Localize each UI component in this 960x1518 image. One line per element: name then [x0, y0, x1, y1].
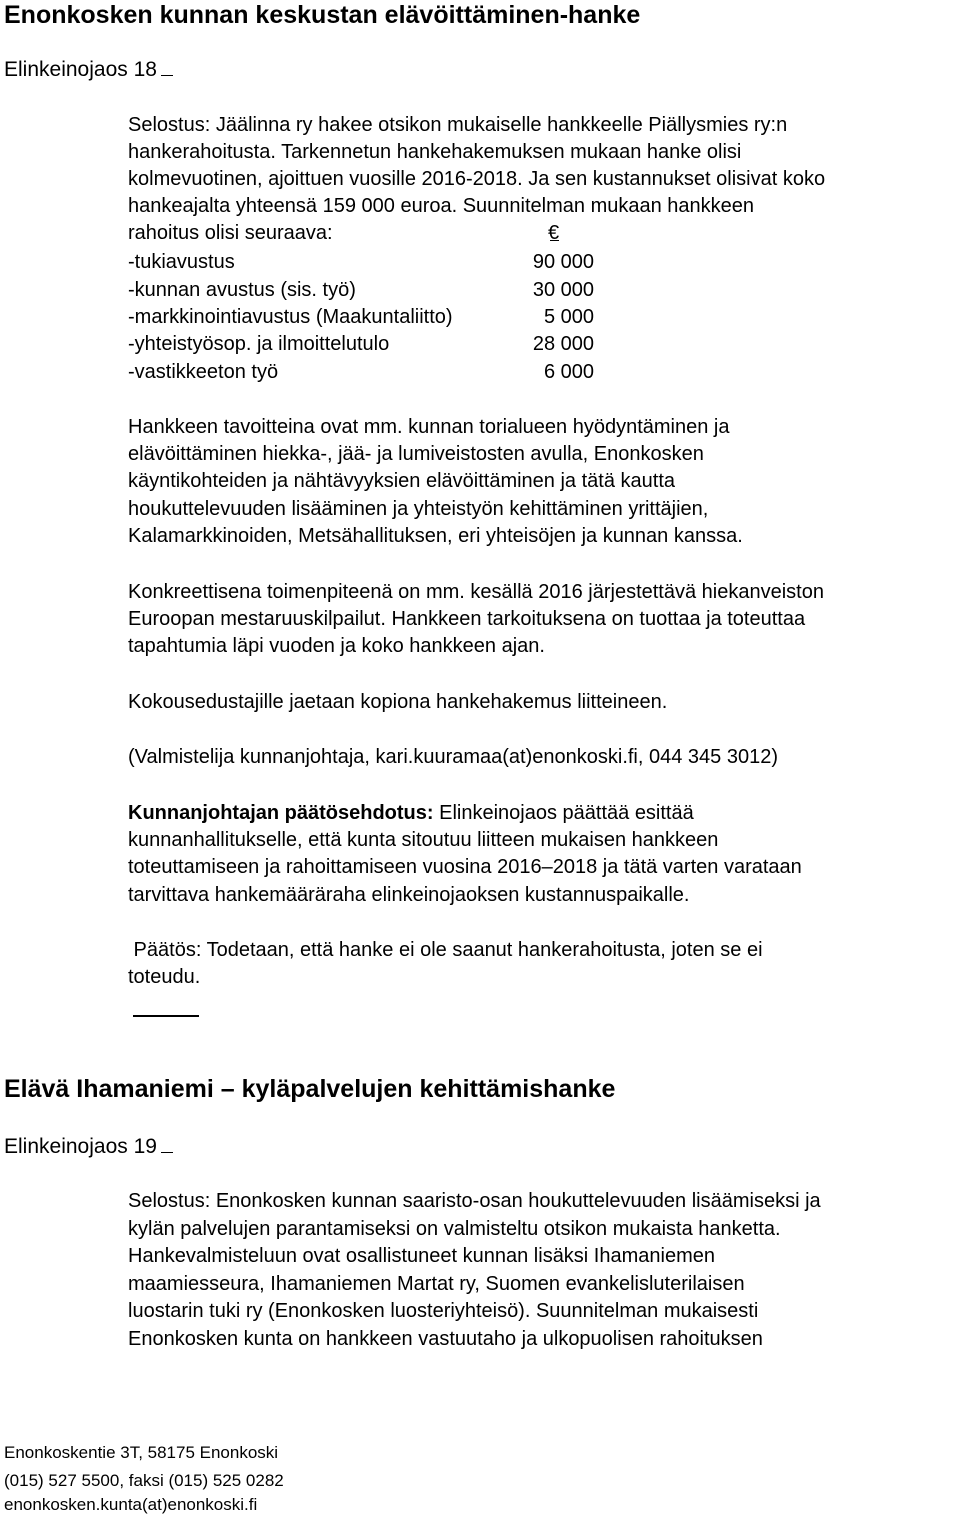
underscore-mark — [161, 1134, 173, 1153]
funding-value: 90 000 — [532, 251, 594, 273]
footer-phone: (015) 527 5500, faksi (015) 525 0282 — [4, 1471, 284, 1490]
section1-intro-line: rahoitus olisi seuraava: — [128, 222, 333, 244]
funding-label: -vastikkeeton työ — [128, 361, 279, 383]
euro-symbol: € — [548, 222, 560, 244]
section2-intro-line: Selostus: Enonkosken kunnan saaristo-osan houkuttelevuuden lisäämiseksi ja — [128, 1190, 821, 1212]
goals-line: elävöittäminen hiekka-, jää- ja lumiveistosten avulla, Enonkosken — [128, 443, 704, 465]
funding-value: 28 000 — [532, 333, 594, 355]
section1-intro-line: kolmevuotinen, ajoittuen vuosille 2016-2018. Ja sen kustannukset olisivat koko — [128, 168, 826, 190]
decision-line: toteudu. — [128, 966, 201, 988]
section1-title: Enonkosken kunnan keskustan elävöittäminen-hanke — [4, 1, 641, 29]
section2-subtitle-text: Elinkeinojaos 19 — [4, 1135, 157, 1158]
section2-intro-line: kylän palvelujen parantamiseksi on valmisteltu otsikon mukaista hanketta. — [128, 1218, 781, 1240]
concrete-line: Konkreettisena toimenpiteenä on mm. kesällä 2016 järjestettävä hiekanveiston — [128, 581, 824, 603]
proposal-first-line — [128, 800, 694, 826]
proposal-first-rest: Elinkeinojaos päättää esittää — [433, 802, 694, 824]
goals-line: Kalamarkkinoiden, Metsähallituksen, eri yhteisöjen ja kunnan kanssa. — [128, 525, 743, 547]
concrete-line: tapahtumia läpi vuoden ja koko hankkeen ajan. — [128, 635, 545, 657]
goals-line: houkuttelevuuden lisääminen ja yhteistyön kehittäminen yrittäjien, — [128, 498, 709, 520]
proposal-line: toteuttamiseen ja rahoittamiseen vuosina 2016–2018 ja tätä varten varataan — [128, 856, 802, 878]
goals-line: käyntikohteiden ja nähtävyyksien elävöittäminen ja tätä kautta — [128, 470, 676, 492]
underscore-mark — [161, 57, 173, 76]
goals-line: Hankkeen tavoitteina ovat mm. kunnan torialueen hyödyntäminen ja — [128, 416, 730, 438]
footer-address: Enonkoskentie 3T, 58175 Enonkoski — [4, 1443, 279, 1462]
section1-subtitle — [4, 56, 173, 84]
funding-label: -kunnan avustus (sis. työ) — [128, 279, 356, 301]
copies-line: Kokousedustajille jaetaan kopiona hankehakemus liitteineen. — [128, 691, 668, 713]
funding-label: -yhteistyösop. ja ilmoittelutulo — [128, 333, 390, 355]
section2-subtitle — [4, 1133, 173, 1161]
funding-label: -markkinointiavustus (Maakuntaliitto) — [128, 306, 453, 328]
funding-value: 5 000 — [543, 306, 594, 328]
section1-subtitle-text: Elinkeinojaos 18 — [4, 58, 157, 81]
footer-email: enonkosken.kunta(at)enonkoski.fi — [4, 1495, 258, 1514]
section-divider — [133, 1015, 199, 1017]
decision-line: Päätös: Todetaan, että hanke ei ole saanut hankerahoitusta, joten se ei — [128, 939, 763, 961]
funding-value: 30 000 — [532, 279, 594, 301]
section2-title: Elävä Ihamaniemi – kyläpalvelujen kehittämishanke — [4, 1075, 616, 1103]
section1-intro-line: hankerahoitusta. Tarkennetun hankehakemuksen mukaan hanke olisi — [128, 141, 742, 163]
section2-intro-line: maamiesseura, Ihamaniemen Martat ry, Suomen evankelisluterilaisen — [128, 1273, 745, 1295]
funding-label: -tukiavustus — [128, 251, 235, 273]
concrete-line: Euroopan mestaruuskilpailut. Hankkeen tarkoituksena on tuottaa ja toteuttaa — [128, 608, 806, 630]
section2-intro-line: Enonkosken kunta on hankkeen vastuutaho ja ulkopuolisen rahoituksen — [128, 1328, 763, 1350]
section2-intro-line: Hankevalmisteluun ovat osallistuneet kunnan lisäksi Ihamaniemen — [128, 1245, 715, 1267]
section2-intro-line: luostarin tuki ry (Enonkosken luosteriyhteisö). Suunnitelman mukaisesti — [128, 1300, 759, 1322]
proposal-label: Kunnanjohtajan päätösehdotus: — [128, 802, 434, 824]
proposal-line: kunnanhallitukselle, että kunta sitoutuu liitteen mukaisen hankkeen — [128, 829, 719, 851]
section1-intro-line: Selostus: Jäälinna ry hakee otsikon mukaiselle hankkeelle Piällysmies ry:n — [128, 114, 788, 136]
proposal-line: tarvittava hankemääräraha elinkeinojaoksen kustannuspaikalle. — [128, 884, 690, 906]
section1-intro-line: hankeajalta yhteensä 159 000 euroa. Suunnitelman mukaan hankkeen — [128, 195, 755, 217]
funding-value: 6 000 — [543, 361, 594, 383]
preparer-line: (Valmistelija kunnanjohtaja, kari.kuuramaa(at)enonkoski.fi, 044 345 3012) — [128, 746, 778, 768]
